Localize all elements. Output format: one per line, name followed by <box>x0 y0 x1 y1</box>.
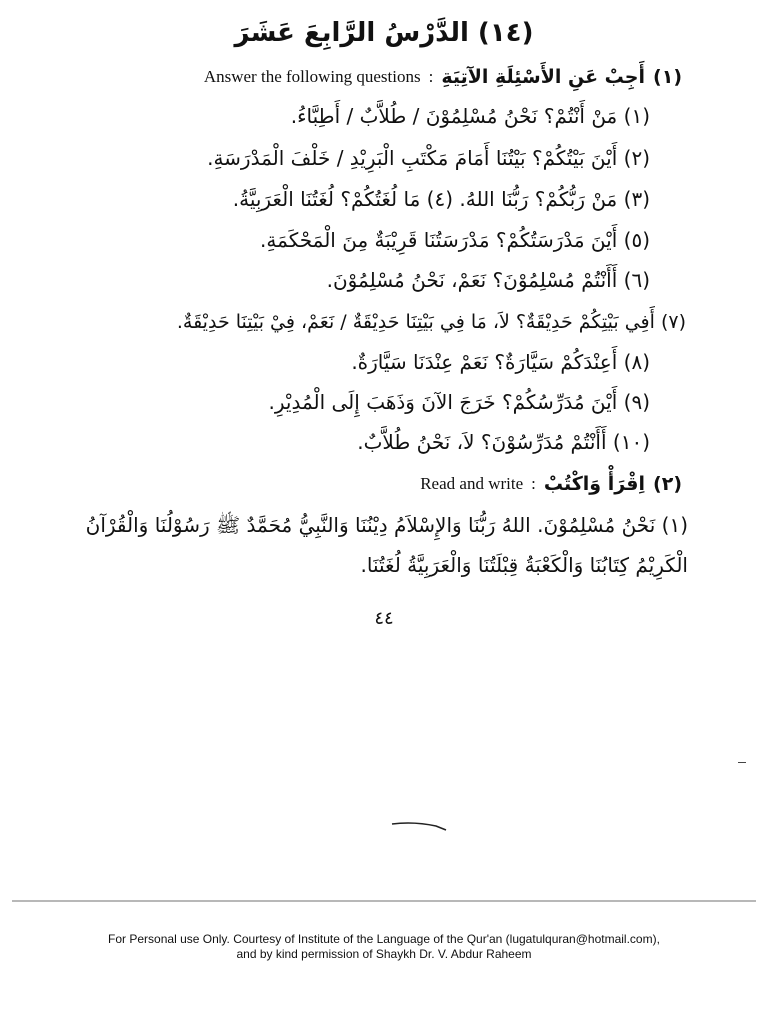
question-3-4: (٣) مَنْ رَبُّكُمْ؟ رَبُّنَا اللهُ. (٤) مَا لُغَتُكُمْ؟ لُغَتُنَا الْعَرَبِيَّةُ. <box>232 187 650 211</box>
question-2: (٢) أَيْنَ بَيْتُكُمْ؟ بَيْتُنَا أَمَامَ مَكْتَبِ الْبَرِيْدِ / خَلْفَ الْمَدْرَسَةِ. <box>207 146 650 170</box>
section-1-english: Answer the following questions <box>203 67 421 86</box>
question-5: (٥) أَيْنَ مَدْرَسَتُكُمْ؟ مَدْرَسَتُنَا قَرِيْبَةٌ مِنَ الْمَحْكَمَةِ. <box>260 228 650 252</box>
section-2-arabic: اِقْرَأْ وَاكْتُبْ <box>543 473 646 495</box>
question-8: (٨) أَعِنْدَكُمْ سَيَّارَةٌ؟ نَعَمْ عِنْدَنَا سَيَّارَةٌ. <box>351 350 650 374</box>
section-2-number: (٢) <box>653 473 682 495</box>
question-9: (٩) أَيْنَ مُدَرِّسُكُمْ؟ خَرَجَ الآنَ وَذَهَبَ إِلَى الْمُدِيْرِ. <box>268 390 650 414</box>
question-1: (١) مَنْ أَنْتُمْ؟ نَحْنُ مُسْلِمُوْنَ / طُلاَّبٌ / أَطِبَّاءُ. <box>290 104 650 128</box>
reading-paragraph: (١) نَحْنُ مُسْلِمُوْنَ. اللهُ رَبُّنَا وَالإِسْلاَمُ دِيْنُنَا وَالنَّبِيُّ مُحَمَّدٌ ﷺ رَسُوْلُنَا وَالْقُرْآنُ الْكَرِيْمُ كِتَابُنَا وَالْكَعْبَةُ قِبْلَتُنَا وَالْعَرَبِيَّةُ لُغَتُنَا. <box>85 513 688 577</box>
footer-line-2: and by kind permission of Shaykh Dr. V. Abdur Raheem <box>236 947 532 961</box>
lesson-title: (١٤) الدَّرْسُ الرَّابِعَ عَشَرَ <box>234 18 534 48</box>
scan-stroke <box>390 818 450 834</box>
question-10: (١٠) أَأَنْتُمْ مُدَرِّسُوْنَ؟ لاَ، نَحْنُ طُلاَّبٌ. <box>357 430 650 454</box>
section-1-heading <box>204 60 682 94</box>
section-2-colon: : <box>531 474 536 493</box>
question-6: (٦) أَأَنْتُمْ مُسْلِمُوْنَ؟ نَعَمْ، نَحْنُ مُسْلِمُوْنَ. <box>326 268 650 292</box>
page-number: ٤٤ <box>374 608 394 629</box>
scan-speck <box>738 762 746 763</box>
section-1-number: (١) <box>653 66 682 88</box>
footer <box>0 932 768 962</box>
section-2-english: Read and write <box>420 474 524 493</box>
footer-line-1: For Personal use Only. Courtesy of Institute of the Language of the Qur'an (lugatulquran@hotmail.com), <box>108 932 660 946</box>
footer-divider <box>12 900 756 902</box>
section-2-heading <box>420 467 682 501</box>
question-7: (٧) أَفِي بَيْتِكُمْ حَدِيْقَةٌ؟ لاَ، مَا فِي بَيْتِنَا حَدِيْقَةٌ / نَعَمْ، فِيْ بَيْتِنَا حَدِيْقَةٌ. <box>176 311 686 333</box>
section-1-arabic: أَجِبْ عَنِ الأَسْئِلَةِ الآتِيَةِ <box>441 66 646 88</box>
section-1-colon: : <box>428 67 434 86</box>
